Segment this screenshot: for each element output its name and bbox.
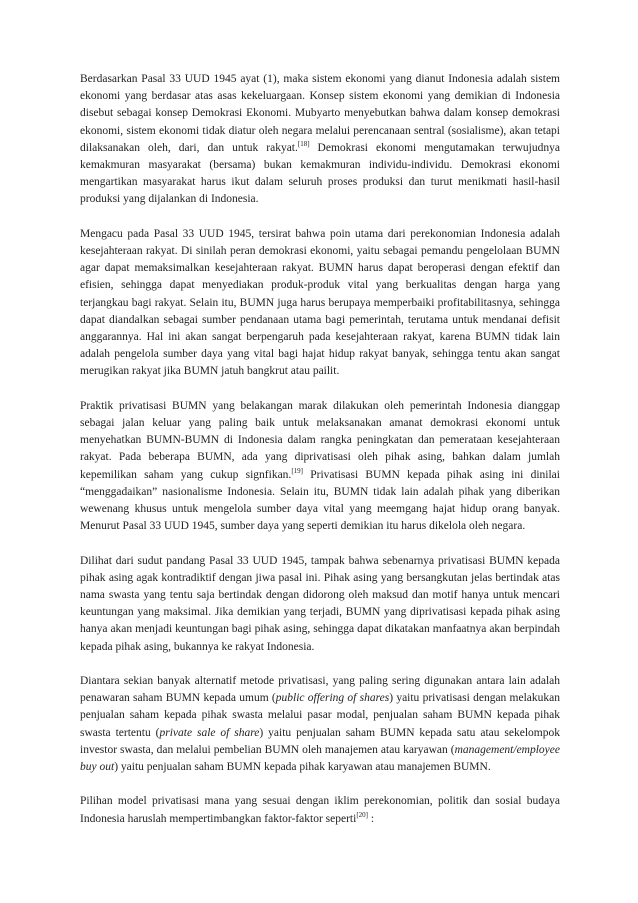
italic-term: management/employee buy out	[80, 743, 560, 774]
text-run: Pilihan model privatisasi mana yang sesuai dengan iklim perekonomian, politik dan sosial budaya Indonesia haruslah mempertimbangkan faktor-faktor seperti	[80, 795, 560, 825]
paragraph-1	[80, 71, 560, 209]
text-run: ) yaitu penjualan saham BUMN kepada satu atau sekelompok investor swasta, dan melalui pembelian BUMN oleh manajemen atau karyawan (	[80, 726, 560, 756]
text-run: ) yaitu penjualan saham BUMN kepada pihak karyawan atau manajemen BUMN.	[114, 761, 491, 774]
text-run: Diantara sekian banyak alternatif metode privatisasi, yang paling sering digunakan antara lain adalah penawaran saham BUMN kepada umum (	[80, 675, 560, 705]
text-run: Privatisasi BUMN kepada pihak asing ini dinilai “menggadaikan” nasionalisme Indonesia. Selain itu, BUMN tidak lain adalah pihak yang diberikan wewenang khusus untuk mengelola sumber daya vital yang meemgang hajat hidup orang banyak. Menurut Pasal 33 UUD 1945, sumber daya yang seperti demikian itu harus dikelola oleh negara.	[80, 468, 560, 533]
text-run: Dilihat dari sudut pandang Pasal 33 UUD 1945, tampak bahwa sebenarnya privatisasi BUMN kepada pihak asing agak kontradiktif dengan jiwa pasal ini. Pihak asing yang bersangkutan jelas bertindak atas nama swasta yang tentu saja bertindak dengan didorong oleh maksud dan motif hanya untuk mencari keuntungan yang maksimal. Jika demikian yang terjadi, BUMN yang diprivatisasi kepada pihak asing hanya akan menjadi keuntungan bagi pihak asing, sehingga dapat dikatakan manfaatnya akan berpindah kepada pihak asing, bukannya ke rakyat Indonesia.	[80, 554, 560, 653]
footnote-ref-19[interactable]: [19]	[291, 466, 303, 475]
text-run: ) yaitu privatisasi dengan melakukan penjualan saham kepada pihak swasta melalui pasar modal, penjualan saham BUMN kepada pihak swasta tertentu (	[80, 692, 561, 739]
paragraph-3	[80, 398, 560, 536]
text-run: Mengacu pada Pasal 33 UUD 1945, tersirat bahwa poin utama dari perekonomian Indonesia adalah kesejahteraan rakyat. Di sinilah peran demokrasi ekonomi, yaitu sebagai pemandu pengelolaan BUMN agar dapat memaksimalkan kesejahteraan rakyat. BUMN harus dapat beroperasi dengan efektif dan efisien, sehingga dapat menyediakan produk-produk vital yang berkualitas dengan harga yang terjangkau bagi rakyat. Selain itu, BUMN juga harus berupaya memperbaiki profitabilitasnya, sehingga dapat diandalkan sebagai sumber pendanaan utama bagi pemerintah, terutama untuk mendanai defisit anggarannya. Hal ini akan sangat berpengaruh pada kesejahteraan rakyat, karena BUMN tidak lain adalah pengelola sumber daya yang vital bagi hajat hidup rakyat banyak, sehingga tentu akan sangat merugikan rakyat jika BUMN jatuh bangkrut atau pailit.	[80, 227, 560, 378]
text-run: Praktik privatisasi BUMN yang belakangan marak dilakukan oleh pemerintah Indonesia dianggap sebagai jalan keluar yang paling baik untuk melaksanakan amanat demokrasi ekonomi untuk menyehatkan BUMN-BUMN di Indonesia dalam rangka peningkatan dan pemerataan kesejahteraan rakyat. Pada beberapa BUMN, ada yang diprivatisasi oleh pihak asing, bahkan dalam jumlah kepemilikan saham yang cukup signfikan.	[80, 399, 560, 481]
document-body	[80, 71, 560, 845]
text-run: Demokrasi ekonomi mengutamakan terwujudnya kemakmuran masyarakat (bersama) bukan kemakmuran individu-individu. Demokrasi ekonomi mengartikan masyarakat harus ikut dalam seluruh proses produksi dan turut menikmati hasil-hasil produksi yang dijalankan di Indonesia.	[80, 141, 560, 206]
text-run: :	[367, 812, 375, 825]
paragraph-5	[80, 673, 560, 776]
paragraph-2	[80, 226, 560, 381]
paragraph-4	[80, 553, 560, 656]
footnote-ref-18[interactable]: [18]	[297, 139, 310, 148]
text-run: Berdasarkan Pasal 33 UUD 1945 ayat (1), maka sistem ekonomi yang dianut Indonesia adalah sistem ekonomi yang berdasar atas asas kekeluargaan. Konsep sistem ekonomi yang demikian di Indonesia disebut sebagai konsep Demokrasi Ekonomi. Mubyarto menyebutkan bahwa dalam konsep demokrasi ekonomi, sistem ekonomi tidak diatur oleh negara melalui perencanaan sentral (sosialisme), akan tetapi dilaksanakan oleh, dari, dan untuk rakyat.	[80, 73, 560, 154]
footnote-ref-20[interactable]: [20]	[356, 810, 368, 819]
italic-term: private sale of share	[159, 726, 260, 739]
paragraph-6	[80, 793, 560, 827]
italic-term: public offering of shares	[275, 692, 390, 705]
